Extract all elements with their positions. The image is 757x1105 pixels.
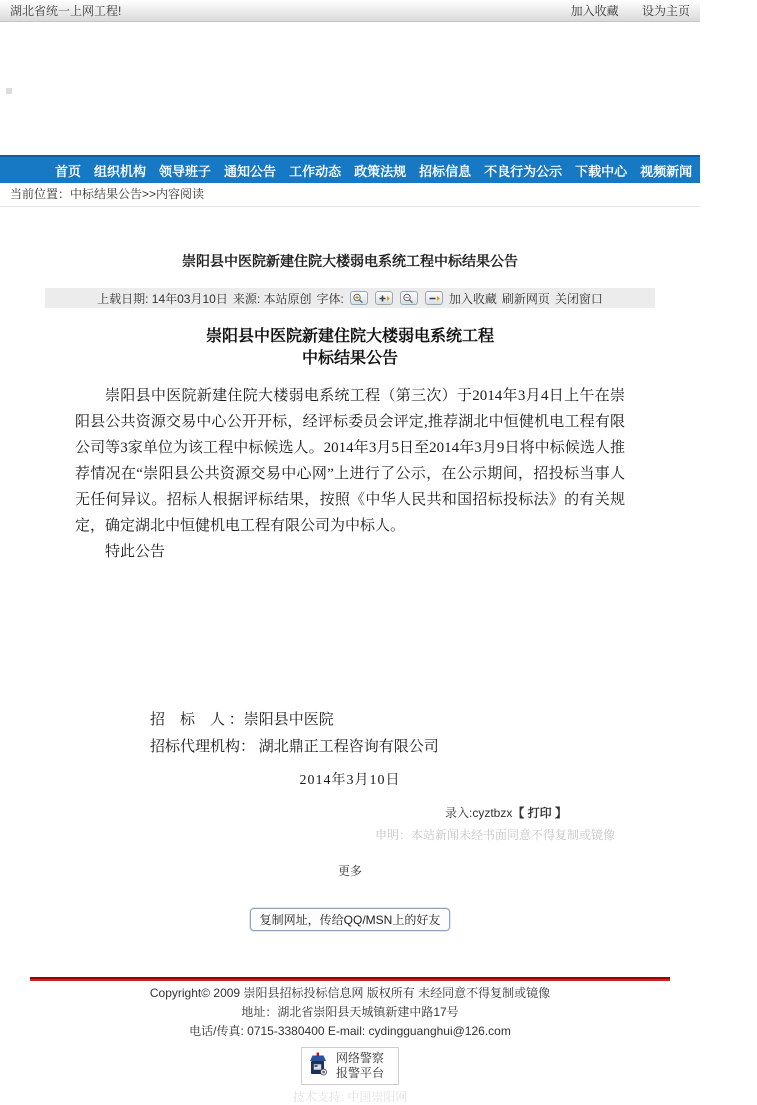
main-nav — [0, 155, 757, 183]
cyber-police-text — [336, 1051, 384, 1081]
zoom-in-icon[interactable] — [350, 291, 368, 305]
article-content — [45, 251, 655, 931]
topbar-links — [551, 2, 690, 19]
broken-image-placeholder — [6, 88, 12, 94]
source: 来源: 本站原创 — [232, 291, 312, 306]
nav-item-leadership[interactable]: 领导班子 — [159, 163, 212, 179]
share-wrap — [45, 908, 655, 931]
site-note: 湖北省统一上网工程! — [10, 4, 122, 18]
copyright-statement: 申明：本站新闻未经书面同意不得复制或镜像 — [374, 828, 615, 842]
signature-block — [45, 707, 655, 789]
breadcrumb — [0, 183, 700, 207]
article-heading-line2: 中标结果公告 — [301, 350, 398, 367]
cyber-police-icon — [306, 1051, 330, 1081]
upload-date: 上载日期: 14年03月10日 — [97, 291, 228, 306]
nav-item-organization[interactable]: 组织机构 — [94, 163, 147, 179]
footer-address: 地址：湖北省崇阳县天城镇新建中路17号 — [241, 1005, 459, 1019]
close-window-action[interactable]: 关闭窗口 — [554, 291, 603, 306]
article-closing: 特此公告 — [105, 544, 166, 560]
banner-area — [0, 22, 700, 155]
entry-author: 录入:cyztbzx — [444, 806, 513, 820]
announcement-date: 2014年3月10日 — [299, 773, 401, 788]
entry-line — [45, 804, 655, 821]
font-larger-icon[interactable] — [375, 291, 393, 305]
breadcrumb-path[interactable]: 中标结果公告>>内容阅读 — [70, 187, 205, 201]
print-button[interactable]: 【 打印 】 — [512, 806, 567, 820]
article-heading-line1: 崇阳县中医院新建住院大楼弱电系统工程 — [205, 328, 494, 345]
font-size-label: 字体: — [316, 291, 344, 306]
footer-copyright: Copyright© 2009 崇阳县招标投标信息网 版权所有 未经同意不得复制或镜像 — [149, 986, 551, 1000]
refresh-page-action[interactable]: 刷新网页 — [501, 291, 550, 306]
article-meta-bar — [45, 288, 655, 308]
top-utility-bar — [0, 0, 700, 22]
nav-item-downloads[interactable]: 下载中心 — [575, 163, 628, 179]
nav-item-work-news[interactable]: 工作动态 — [289, 163, 342, 179]
nav-item-video-news[interactable]: 视频新闻 — [640, 163, 693, 179]
article-body — [75, 383, 625, 565]
tech-support: 技术支持: 中国崇阳网 — [292, 1090, 408, 1104]
add-favorite-link[interactable]: 加入收藏 — [570, 4, 619, 18]
nav-item-notices[interactable]: 通知公告 — [224, 163, 277, 179]
share-url-button[interactable]: 复制网址，传给QQ/MSN上的好友 — [250, 908, 451, 931]
article-paragraph: 崇阳县中医院新建住院大楼弱电系统工程（第三次）于2014年3月4日上午在崇阳县公共资源交易中心公开开标，经评标委员会评定,推荐湖北中恒健机电工程有限公司等3家单位为该工程中标候选人。2014年3月5日至2014年3月9日将中标候选人推荐情况在“崇阳县公共资源交易中心网”上进行了公示，在公示期间，招投标当事人无任何异议。招标人根据评标结果，按照《中华人民共和国招标投标法》的有关规定，确定湖北中恒健机电工程有限公司为中标人。 — [75, 388, 625, 534]
footer-rule — [30, 977, 670, 981]
nav-item-home[interactable]: 首页 — [55, 163, 82, 179]
breadcrumb-label: 当前位置： — [10, 187, 71, 201]
font-smaller-icon[interactable] — [425, 291, 443, 305]
cyber-police-line1: 网络警察 — [336, 1051, 385, 1065]
agency-line: 招标代理机构： 湖北鼎正工程咨询有限公司 — [150, 739, 439, 755]
footer-contact: 电话/传真: 0715-3380400 E-mail: cydingguanghui@126.com — [189, 1024, 511, 1038]
nav-item-policies[interactable]: 政策法规 — [354, 163, 407, 179]
nav-item-bad-behavior[interactable]: 不良行为公示 — [484, 163, 563, 179]
tenderer-line: 招 标 人 ：崇阳县中医院 — [150, 712, 334, 728]
nav-item-photo-gallery[interactable]: 图片集锦 — [705, 163, 757, 179]
cyber-police-line2: 报警平台 — [336, 1066, 385, 1080]
add-favorite-action[interactable]: 加入收藏 — [448, 291, 497, 306]
nav-item-bid-info[interactable]: 招标信息 — [419, 163, 472, 179]
more-link[interactable]: 更多 — [337, 864, 362, 878]
page-title: 崇阳县中医院新建住院大楼弱电系统工程中标结果公告 — [182, 253, 518, 269]
cyber-police-badge[interactable] — [301, 1047, 399, 1085]
zoom-out-icon[interactable] — [400, 291, 418, 305]
set-homepage-link[interactable]: 设为主页 — [641, 4, 690, 18]
article-heading — [45, 326, 655, 370]
footer — [0, 987, 700, 1105]
